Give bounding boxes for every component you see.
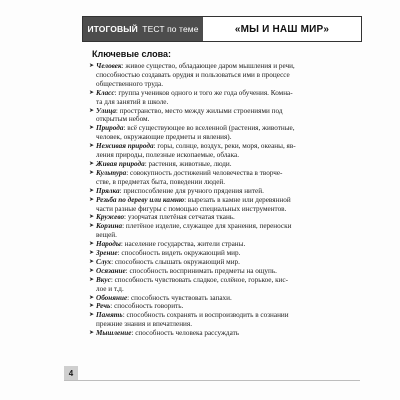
- keyword-first-line: [96, 267, 375, 276]
- keyword-definition-continuation: общественного труда.: [96, 79, 163, 88]
- arrow-bullet-icon: ➤: [89, 312, 95, 319]
- keyword-definition: : способность чувствовать запахи.: [127, 293, 232, 302]
- arrow-bullet-icon: ➤: [89, 303, 95, 310]
- keyword-definition: : узорчатая плетёная сетчатая ткань.: [124, 213, 235, 222]
- keyword-entry: [89, 213, 375, 222]
- keyword-term: Природа: [96, 124, 124, 133]
- keyword-term: Прялка: [96, 186, 120, 195]
- keyword-first-line: [96, 311, 375, 320]
- keyword-first-line: [96, 62, 375, 71]
- arrow-bullet-icon: ➤: [89, 169, 95, 176]
- keyword-entry: [89, 294, 375, 303]
- keyword-entry: [89, 107, 375, 125]
- keyword-first-line: [96, 124, 375, 133]
- keyword-body: [96, 196, 375, 214]
- keyword-entry: [89, 124, 375, 142]
- keyword-term: Речь: [96, 302, 111, 311]
- header-test-bold: ИТОГОВЫЙ: [87, 24, 138, 34]
- keyword-first-line: [96, 142, 375, 151]
- keyword-definition-continuation: лое и т.д.: [96, 284, 124, 293]
- keyword-definition: : способность чувствовать сладкое, солёное, горькое, кис-: [110, 275, 288, 284]
- header-banner: [82, 16, 362, 42]
- keyword-entry: [89, 142, 375, 160]
- arrow-bullet-icon: ➤: [89, 294, 95, 301]
- keyword-entry: [89, 267, 375, 276]
- keyword-definition-continuation: прежние знания и впечатления.: [96, 320, 192, 329]
- keyword-body: [96, 329, 375, 338]
- keyword-definition-continuation: та для занятий в школе.: [96, 97, 169, 106]
- keyword-definition-continuation: вещей.: [96, 231, 117, 240]
- keyword-entry: [89, 240, 375, 249]
- keyword-body: [96, 142, 375, 160]
- arrow-bullet-icon: ➤: [89, 258, 95, 265]
- keyword-definition-continuation: способностью создавать орудия и пользоваться ими в процессе: [96, 70, 290, 79]
- keyword-entry: [89, 276, 375, 294]
- keyword-body: [96, 187, 375, 196]
- keyword-body: [96, 302, 375, 311]
- keyword-definition-continuation: части разные фигуры с помощью специальных инструментов.: [96, 204, 287, 213]
- keyword-entry: [89, 62, 375, 89]
- keyword-term: Улица: [96, 106, 116, 115]
- arrow-bullet-icon: ➤: [89, 63, 95, 69]
- keyword-definition: : способность говорить.: [110, 302, 184, 311]
- keyword-definition: : вырезать в камне или деревянной: [184, 195, 291, 204]
- keyword-body: [96, 258, 375, 267]
- keyword-definition: : совокупность достижений человечества в творче-: [126, 168, 283, 177]
- keyword-entry: [89, 258, 375, 267]
- keyword-term: Неживая природа: [96, 142, 154, 151]
- keyword-definition: : плетёное изделие, служащее для хранения, переноски: [122, 222, 292, 231]
- keyword-body: [96, 222, 375, 240]
- header-test-label: [83, 17, 203, 41]
- keyword-first-line: [96, 249, 375, 258]
- keyword-first-line: [96, 329, 375, 338]
- page-number: 4: [64, 366, 78, 380]
- keyword-first-line: [96, 302, 375, 311]
- arrow-bullet-icon: ➤: [89, 241, 95, 248]
- arrow-bullet-icon: ➤: [89, 187, 95, 194]
- keyword-entry: [89, 169, 375, 187]
- keyword-entry: [89, 249, 375, 258]
- arrow-bullet-icon: ➤: [89, 107, 95, 114]
- keyword-first-line: [96, 276, 375, 285]
- keyword-body: [96, 62, 375, 89]
- arrow-bullet-icon: ➤: [89, 160, 95, 167]
- keyword-first-line: [96, 89, 375, 98]
- arrow-bullet-icon: ➤: [89, 125, 95, 132]
- keyword-list: [89, 62, 375, 338]
- keyword-definition-continuation: человек, окружающие предметы и явления).: [96, 133, 232, 142]
- keyword-definition: : способность человека рассуждать: [131, 329, 240, 338]
- arrow-bullet-icon: ➤: [89, 276, 95, 283]
- keyword-first-line: [96, 196, 375, 205]
- keyword-first-line: [96, 213, 375, 222]
- keyword-definition-continuation: открытым небом.: [96, 115, 150, 124]
- keyword-term: Слух: [96, 257, 112, 266]
- keyword-first-line: [96, 160, 375, 169]
- keyword-body: [96, 107, 375, 125]
- keyword-entry: [89, 302, 375, 311]
- keyword-entry: [89, 311, 375, 329]
- keyword-body: [96, 249, 375, 258]
- keyword-entry: [89, 222, 375, 240]
- arrow-bullet-icon: ➤: [89, 143, 95, 150]
- keyword-first-line: [96, 169, 375, 178]
- keyword-body: [96, 213, 375, 222]
- keyword-term: Резьба по дереву или камню: [96, 195, 185, 204]
- keyword-body: [96, 267, 375, 276]
- keyword-term: Вкус: [96, 275, 111, 284]
- keyword-body: [96, 311, 375, 329]
- keyword-body: [96, 240, 375, 249]
- keyword-body: [96, 89, 375, 107]
- arrow-bullet-icon: ➤: [89, 196, 95, 203]
- arrow-bullet-icon: ➤: [89, 223, 95, 230]
- keyword-term: Культура: [96, 168, 127, 177]
- keyword-first-line: [96, 294, 375, 303]
- keyword-term: Живая природа: [96, 159, 145, 168]
- keyword-definition: : способность слышать окружающий мир.: [111, 257, 240, 266]
- keyword-term: Мышление: [96, 329, 132, 338]
- arrow-bullet-icon: ➤: [89, 89, 95, 96]
- keyword-definition-continuation: стве, в предметах быта, поведении людей.: [96, 177, 226, 186]
- keyword-body: [96, 160, 375, 169]
- keyword-definition: : живое существо, обладающее даром мышления и речи,: [121, 62, 295, 70]
- keyword-first-line: [96, 258, 375, 267]
- keyword-term: Обоняние: [96, 293, 128, 302]
- header-topic: «МЫ И НАШ МИР»: [203, 17, 361, 41]
- header-test-rest: ТЕСТ по теме: [142, 24, 199, 34]
- arrow-bullet-icon: ➤: [89, 267, 95, 274]
- bottom-rule: [64, 380, 360, 381]
- keyword-definition: : пространство, место между жилыми строениями под: [115, 106, 283, 115]
- keyword-definition: : способность воспринимать предметы на ощупь.: [125, 266, 277, 275]
- keywords-title: Ключевые слова:: [92, 49, 172, 59]
- keyword-term: Память: [96, 311, 123, 320]
- arrow-bullet-icon: ➤: [89, 330, 95, 337]
- keyword-definition: : население государства, жители страны.: [120, 240, 246, 249]
- keyword-first-line: [96, 222, 375, 231]
- keyword-term: Зрение: [96, 249, 118, 258]
- keyword-entry: [89, 196, 375, 214]
- keyword-body: [96, 294, 375, 303]
- keyword-definition: : способность сохранять и воспроизводить в сознании: [122, 311, 289, 320]
- keyword-definition-continuation: ления природы, полезные ископаемые, облака.: [96, 151, 239, 160]
- keyword-term: Кружево: [96, 213, 125, 222]
- keyword-entry: [89, 89, 375, 107]
- keyword-term: Человек: [96, 62, 122, 70]
- keyword-definition: : горы, солнце, воздух, реки, моря, океаны, яв-: [153, 142, 296, 151]
- arrow-bullet-icon: ➤: [89, 250, 95, 257]
- keyword-body: [96, 169, 375, 187]
- keyword-body: [96, 276, 375, 294]
- keyword-first-line: [96, 107, 375, 116]
- keyword-definition: : группа учеников одного и того же года обучения. Комна-: [114, 88, 293, 97]
- keyword-definition: : способность видеть окружающий мир.: [117, 249, 241, 258]
- keyword-definition: : растения, животные, люди.: [144, 159, 232, 168]
- keyword-term: Корзина: [96, 222, 123, 231]
- keyword-body: [96, 124, 375, 142]
- keyword-term: Народы: [96, 240, 121, 249]
- keyword-entry: [89, 329, 375, 338]
- keyword-term: Класс: [96, 88, 115, 97]
- keyword-definition: : всё существующее во вселенной (растения, животные,: [123, 124, 295, 133]
- keyword-definition: : приспособление для ручного прядения нитей.: [119, 186, 264, 195]
- keyword-term: Осязание: [96, 266, 126, 275]
- keyword-first-line: [96, 187, 375, 196]
- keyword-entry: [89, 187, 375, 196]
- keyword-entry: [89, 160, 375, 169]
- keyword-first-line: [96, 240, 375, 249]
- arrow-bullet-icon: ➤: [89, 214, 95, 221]
